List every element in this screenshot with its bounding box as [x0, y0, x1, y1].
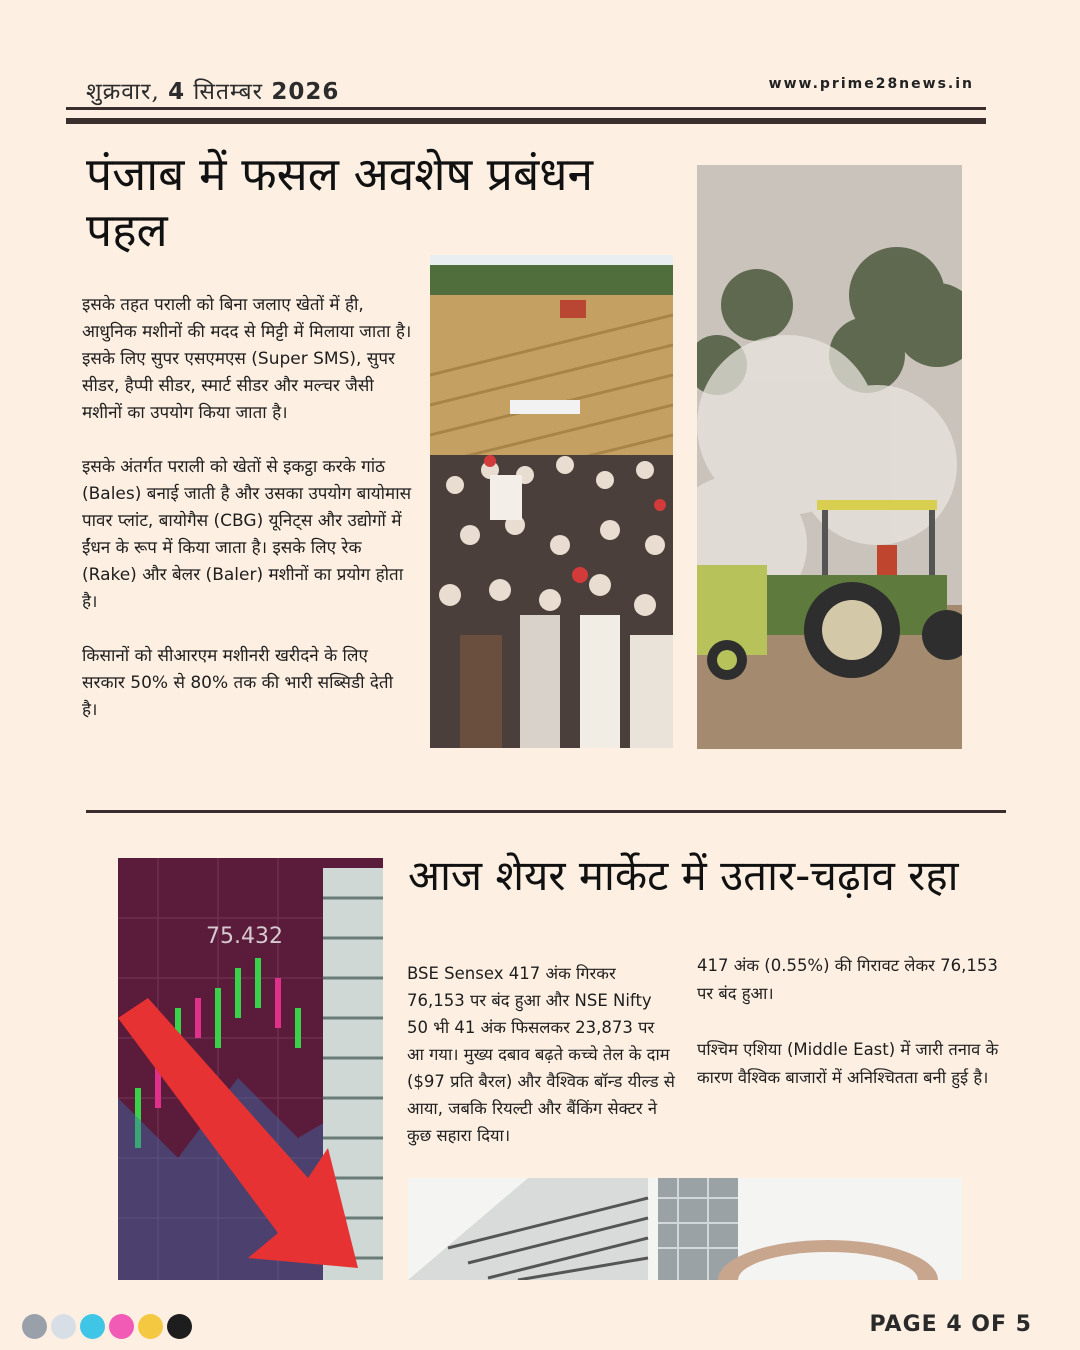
page-number: PAGE 4 OF 5: [869, 1312, 1032, 1337]
story2-column2: [697, 952, 1017, 1120]
farm-crowd-photo: [430, 255, 673, 748]
dateline: [86, 74, 339, 106]
story2-paragraph: पश्चिम एशिया (Middle East) में जारी तनाव के कारण वैश्विक बाजारों में अनिश्चितता बनी हुई है।: [697, 1040, 999, 1087]
palette-dot: [109, 1314, 134, 1339]
story1-body: [82, 292, 412, 751]
story1-paragraph: इसके अंतर्गत पराली को खेतों से इकट्ठा करके गांठ (Bales) बनाई जाती है और उसका उपयोग बायोमास पावर प्लांट, बायोगैस (CBG) यूनिट्स और उद्योगों में ईंधन के रूप में किया जाता है। इसके लिए रेक (Rake) और बेलर (Baler) मशीनों का प्रयोग होता है।: [82, 457, 412, 612]
date-month: सितम्बर: [193, 79, 264, 105]
story2-column1: BSE Sensex 417 अंक गिरकर 76,153 पर बंद हुआ और NSE Nifty 50 भी 41 अंक फिसलकर 23,873 पर आ गया। मुख्य दबाव बढ़ते कच्चे तेल के दाम ($97 प्रति बैरल) और वैश्विक बॉन्ड यील्ड से आया, जबकि रियल्टी और बैंकिंग सेक्टर ने कुछ सहारा दिया।: [407, 964, 675, 1145]
stock-decline-photo: [118, 858, 383, 1280]
date-year: 2026: [271, 79, 340, 105]
palette-dot: [138, 1314, 163, 1339]
palette-dot: [51, 1314, 76, 1339]
palette-dot: [22, 1314, 47, 1339]
story1-paragraph: इसके तहत पराली को बिना जलाए खेतों में ही, आधुनिक मशीनों की मदद से मिट्टी में मिलाया जाता है। इसके लिए सुपर एसएमएस (Super SMS), सुपर सीडर, हैप्पी सीडर, स्मार्ट सीडर और मल्चर जैसी मशीनों का उपयोग किया जाता है।: [82, 295, 412, 423]
chart-value-label: 75.432: [206, 924, 283, 949]
palette-dots-icon: [22, 1314, 192, 1339]
date-day: 4: [168, 79, 186, 105]
palette-dot: [80, 1314, 105, 1339]
website-url[interactable]: www.prime28news.in: [768, 76, 974, 92]
tractor-smoke-photo: [697, 165, 962, 749]
story2-paragraph: 417 अंक (0.55%) की गिरावट लेकर 76,153 पर बंद हुआ।: [697, 956, 998, 1003]
weekday: शुक्रवार,: [86, 79, 160, 105]
story1-headline: पंजाब में फसल अवशेष प्रबंधन पहल: [86, 147, 594, 257]
section-divider: [86, 810, 1006, 813]
header-rule-thin: [66, 107, 986, 110]
story1-paragraph: किसानों को सीआरएम मशीनरी खरीदने के लिए सरकार 50% से 80% तक की भारी सब्सिडी देती है।: [82, 646, 394, 720]
stock-exchange-building-photo: [408, 1178, 962, 1280]
palette-dot: [167, 1314, 192, 1339]
header-rule-thick: [66, 118, 986, 124]
story2-headline: आज शेयर मार्केट में उतार-चढ़ाव रहा: [408, 851, 959, 900]
